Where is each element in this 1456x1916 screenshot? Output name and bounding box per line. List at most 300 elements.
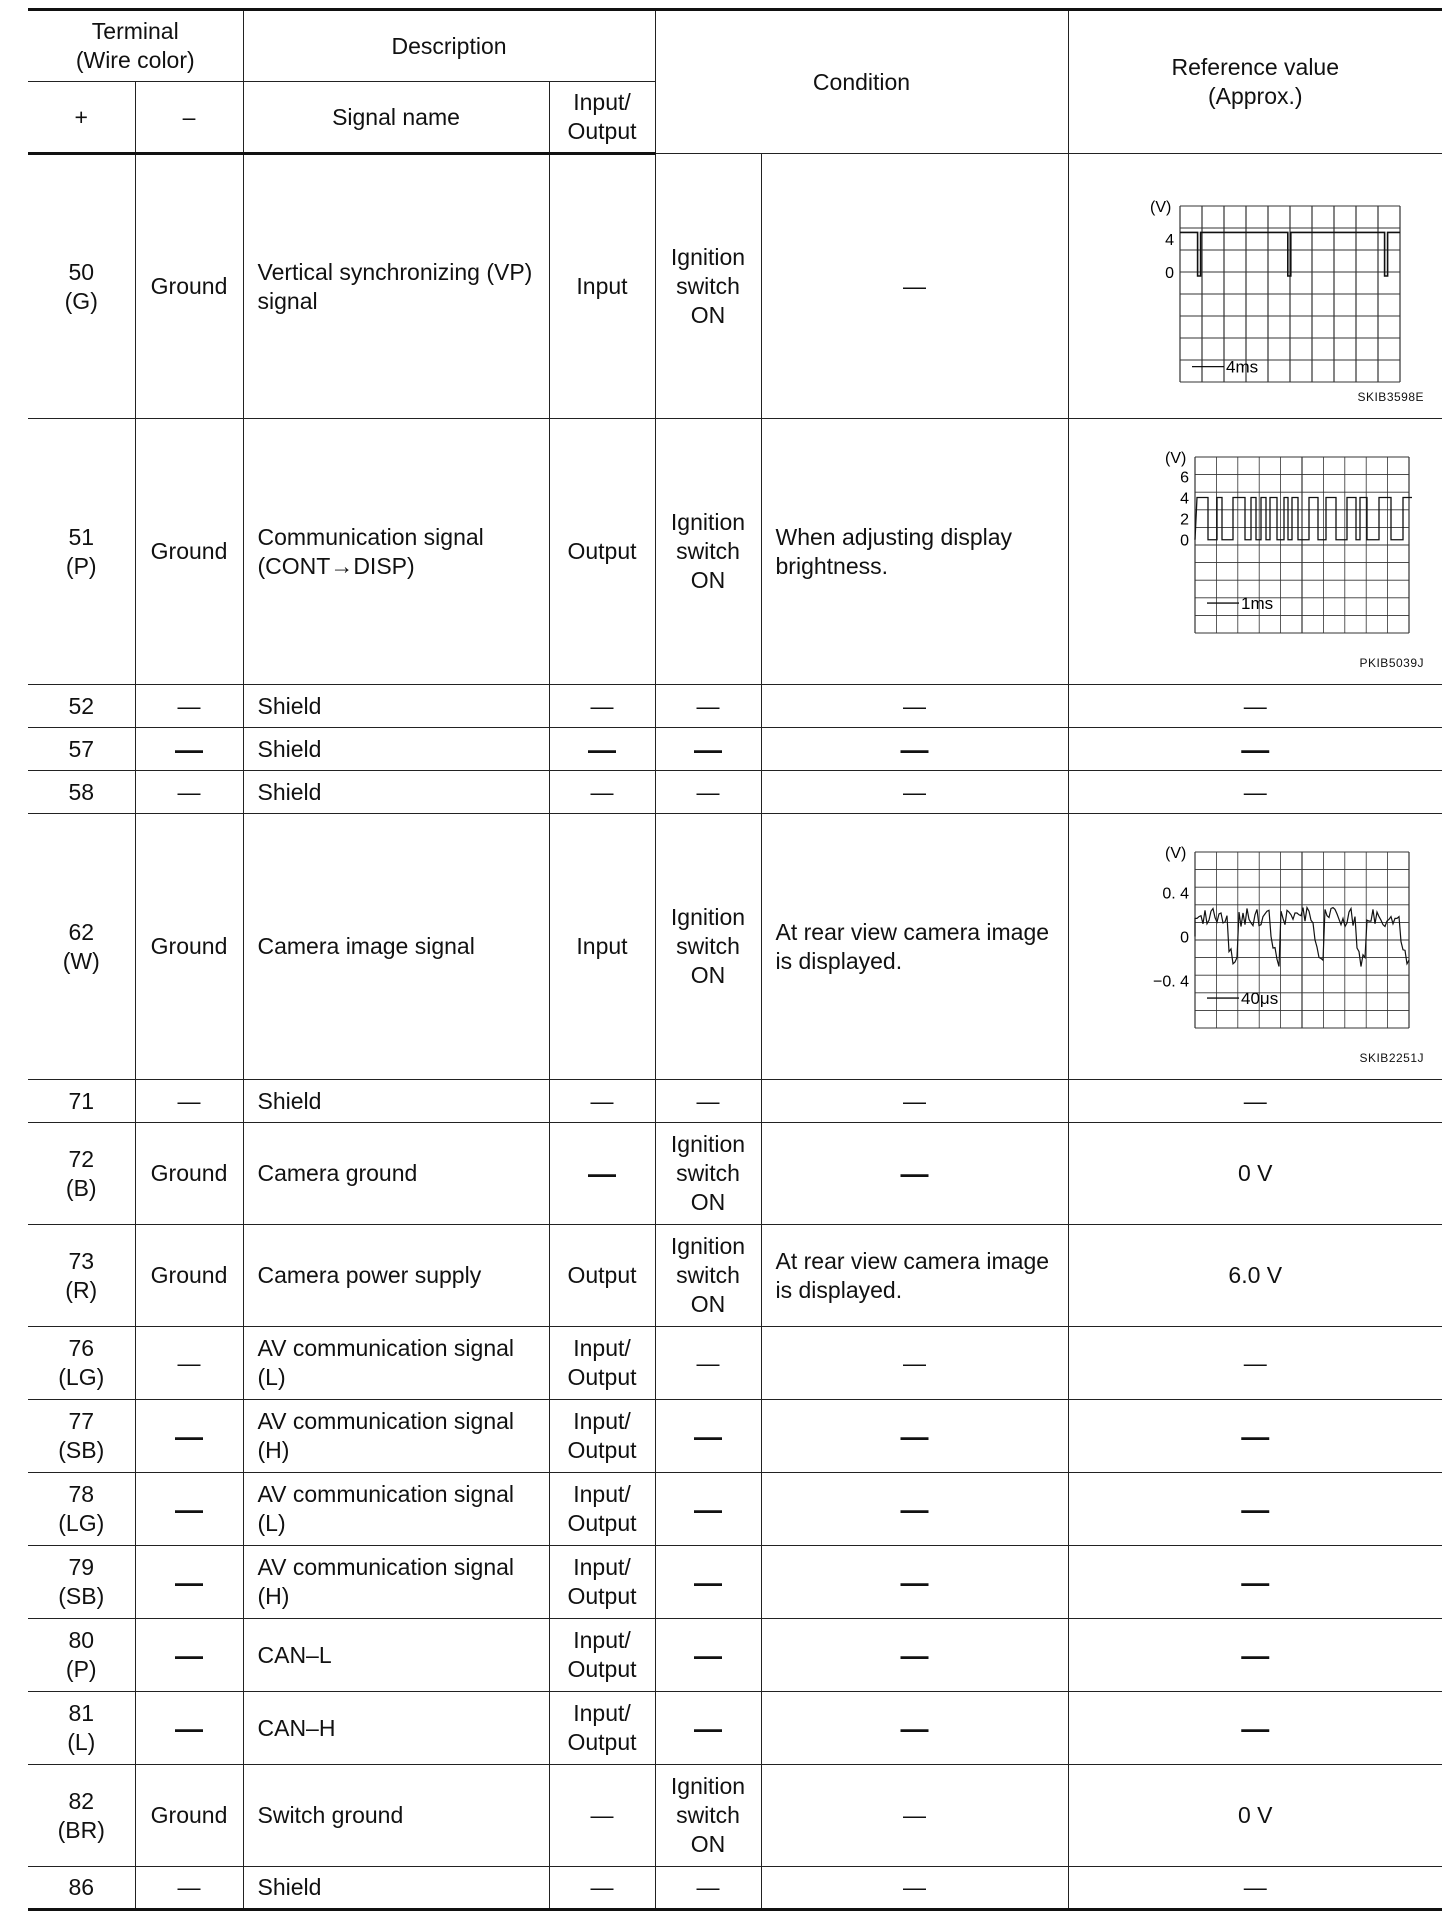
wire-color: (LG) [58,1510,105,1536]
condition-switch-cell [655,154,761,419]
condition-detail-cell [761,1619,1068,1692]
signal-name-cell [243,1546,549,1619]
terminal-number: 86 [68,1874,95,1900]
terminal-plus-cell [28,1327,135,1400]
reference-value-cell [1068,1867,1442,1910]
condition-detail-cell [761,814,1068,1080]
signal-name-line: (L) [257,1510,286,1536]
terminal-number: 73 [68,1247,95,1274]
reference-value-cell [1068,1619,1442,1692]
terminal-minus-cell: — [135,1546,243,1619]
condition-switch-line: Ignition [670,1233,746,1259]
waveform-svg [1085,176,1425,396]
reference-value-cell [1068,1327,1442,1400]
terminal-minus-cell: — [135,1327,243,1400]
table-row [28,1400,1442,1473]
wire-color: (W) [62,947,100,974]
input-output-cell [549,771,655,814]
condition-switch-line: — [696,692,720,719]
wave-tick-label: 4 [1180,489,1190,507]
input-output-cell [549,1765,655,1867]
condition-switch-line: switch [676,1262,740,1288]
reference-value: — [1241,1639,1270,1671]
condition-switch-line: switch [676,1802,740,1828]
signal-name-line: (H) [257,1437,290,1463]
signal-name-cell [243,1400,549,1473]
input-output-line: Input/ [573,1408,631,1434]
terminal-number: 82 [68,1787,95,1814]
input-output-cell [549,1619,655,1692]
terminal-plus-cell [28,1619,135,1692]
input-output-cell [549,419,655,685]
header-condition: Condition [655,10,1068,154]
input-output-line: Input/ [573,1554,631,1580]
reference-value: 0 V [1238,1160,1273,1186]
wave-time-label: 40μs [1241,988,1279,1008]
terminal-minus-cell: Ground [135,154,243,419]
reference-value: — [1241,1712,1270,1744]
terminal-minus-cell: — [135,1080,243,1123]
signal-name-line: Shield [257,1087,322,1114]
signal-name-cell [243,154,549,419]
wave-tick-label: 2 [1180,511,1190,529]
waveform-wave2 [1069,442,1443,662]
input-output-cell [549,1692,655,1765]
signal-name-cell [243,1123,549,1225]
condition-detail-line: — [900,1712,929,1744]
terminal-number: 52 [68,692,95,719]
condition-switch-line: — [696,1349,720,1376]
header-io-line-1: Input/ [573,89,631,115]
reference-value-cell [1068,685,1442,728]
reference-value: — [1241,1566,1270,1598]
table-row [28,771,1442,814]
reference-value: — [1241,1420,1270,1452]
condition-switch-line: switch [676,538,740,564]
table-row [28,1867,1442,1910]
table-row [28,685,1442,728]
terminal-minus-cell: Ground [135,1765,243,1867]
condition-switch-cell [655,1546,761,1619]
reference-value-cell [1068,1080,1442,1123]
terminal-plus-cell [28,685,135,728]
terminal-number: 62 [68,918,95,945]
condition-switch-line: ON [690,1189,726,1215]
wave-tick-label: 4 [1165,232,1175,249]
wire-color: (SB) [58,1437,105,1463]
input-output-line: Input/ [573,1481,631,1507]
input-output-line: — [590,778,614,805]
condition-detail-cell [761,1400,1068,1473]
wave-time-label: 1ms [1241,593,1274,613]
reference-value-cell [1068,1765,1442,1867]
terminal-minus-cell: — [135,1692,243,1765]
condition-switch-line: switch [676,933,740,959]
reference-value: — [1243,692,1267,719]
condition-detail-cell [761,685,1068,728]
signal-name-cell [243,419,549,685]
terminal-plus-cell [28,1080,135,1123]
wave-tick-label: −0. 4 [1153,972,1190,990]
table-row [28,1123,1442,1225]
signal-name-cell [243,728,549,771]
terminal-plus-cell [28,154,135,419]
terminal-table [28,8,1442,1911]
terminal-plus-cell [28,1225,135,1327]
condition-detail-line: — [900,733,929,765]
condition-switch-cell [655,685,761,728]
input-output-line: Input [576,933,628,959]
condition-switch-cell [655,1473,761,1546]
waveform-wave3 [1069,837,1443,1057]
condition-detail-cell [761,1765,1068,1867]
wire-color: (SB) [58,1583,105,1609]
input-output-line: — [588,1158,616,1189]
input-output-cell [549,1400,655,1473]
wave-trace [1180,232,1400,276]
terminal-number: 77 [68,1408,95,1434]
header-signal-name: Signal name [243,82,549,154]
condition-switch-cell [655,771,761,814]
condition-detail-line: — [903,692,927,719]
condition-switch-cell [655,1692,761,1765]
condition-detail-cell [761,1080,1068,1123]
input-output-line: Output [567,1729,637,1755]
reference-value-cell [1068,1225,1442,1327]
waveform-svg [1085,837,1425,1057]
condition-detail-cell [761,1867,1068,1910]
header-terminal-label: Terminal [91,18,179,44]
condition-detail-line: At rear view camera image [775,918,1050,945]
signal-name-line: Shield [257,778,322,805]
wave-tick-label: 0 [1165,265,1175,282]
condition-detail-line: — [900,1493,929,1525]
terminal-plus-cell [28,1867,135,1910]
input-output-line: Output [567,1262,637,1288]
terminal-plus-cell [28,1765,135,1867]
condition-detail-line: — [903,778,927,805]
terminal-plus-cell [28,771,135,814]
wave-unit-label: (V) [1165,449,1187,467]
signal-name-line: Camera image signal [257,933,475,959]
wave-figure-code: SKIB3598E [1357,390,1425,404]
input-output-line: — [590,1087,614,1114]
signal-name-cell [243,1619,549,1692]
signal-name-line: Vertical synchronizing (VP) [257,258,533,285]
header-minus: – [135,82,243,154]
table-row [28,1473,1442,1546]
condition-detail-cell [761,419,1068,685]
condition-detail-line: is displayed. [775,1276,903,1303]
signal-name-line: AV communication signal [257,1481,515,1507]
wire-color: (R) [65,1276,98,1303]
signal-name-line: signal [257,287,318,314]
condition-switch-line: — [694,1712,723,1744]
condition-detail-cell [761,1546,1068,1619]
condition-detail-line: When adjusting display [775,523,1013,550]
terminal-minus-cell: — [135,1473,243,1546]
wire-color: (P) [65,552,97,579]
reference-value-cell [1068,1123,1442,1225]
reference-value-cell [1068,1400,1442,1473]
wave-tick-label: 0. 4 [1162,884,1190,902]
condition-switch-line: — [696,1087,720,1114]
signal-name-cell [243,1692,549,1765]
signal-name-line: Communication signal [257,523,484,550]
signal-name-cell [243,1225,549,1327]
condition-detail-cell [761,1473,1068,1546]
wave-figure-code: SKIB2251J [1359,1051,1425,1065]
signal-name-line: AV communication signal [257,1554,515,1580]
table-row [28,154,1442,419]
condition-switch-line: ON [690,301,726,328]
table-body [28,154,1442,1910]
condition-switch-line: — [694,1493,723,1525]
reference-value-cell [1068,814,1442,1080]
condition-switch-cell [655,728,761,771]
reference-value: 0 V [1238,1802,1273,1828]
input-output-cell [549,1080,655,1123]
condition-switch-cell [655,1327,761,1400]
signal-name-cell [243,1867,549,1910]
table-row [28,1692,1442,1765]
input-output-line: — [590,1802,614,1828]
table-row [28,1327,1442,1400]
wave-tick-label: 6 [1180,468,1190,486]
wire-color: (LG) [58,1364,105,1390]
condition-detail-cell [761,154,1068,419]
condition-switch-cell [655,1225,761,1327]
terminal-number: 58 [68,778,95,805]
terminal-reference-table-sheet [28,8,1442,1911]
terminal-plus-cell [28,1473,135,1546]
terminal-number: 81 [68,1700,95,1726]
reference-value: — [1243,1349,1267,1376]
condition-detail-line: — [903,1349,927,1376]
condition-detail-line: — [900,1639,929,1671]
condition-switch-cell [655,814,761,1080]
wire-color: (P) [65,1656,97,1682]
header-terminal [28,10,243,82]
condition-detail-cell [761,1692,1068,1765]
reference-value-cell [1068,1692,1442,1765]
waveform-svg [1085,442,1425,662]
wire-color: (B) [65,1174,97,1201]
reference-value: — [1243,1087,1267,1114]
condition-detail-line: is displayed. [775,947,903,974]
signal-name-cell [243,814,549,1080]
condition-switch-line: Ignition [670,1131,746,1157]
condition-detail-cell [761,1123,1068,1225]
signal-name-line: CAN–L [257,1641,332,1668]
wave-unit-label: (V) [1150,199,1172,216]
condition-switch-cell [655,1619,761,1692]
signal-name-line: (H) [257,1583,290,1609]
input-output-line: Output [567,1364,637,1390]
signal-name-cell [243,685,549,728]
terminal-plus-cell [28,1692,135,1765]
input-output-line: Output [567,1656,637,1682]
terminal-number: 57 [68,735,95,762]
input-output-cell [549,1473,655,1546]
table-row [28,814,1442,1080]
input-output-line: Output [567,1583,637,1609]
input-output-line: Input [576,273,628,299]
wave-tick-label: 0 [1180,532,1190,550]
condition-switch-line: — [694,1566,723,1598]
condition-switch-line: — [694,733,723,765]
terminal-plus-cell [28,814,135,1080]
input-output-line: — [590,1874,614,1900]
wave-tick-label: 0 [1180,928,1190,946]
condition-detail-line: — [903,1087,927,1114]
signal-name-line: CAN–H [257,1714,336,1741]
condition-detail-line: — [903,1874,927,1900]
signal-name-cell [243,1765,549,1867]
condition-switch-cell [655,419,761,685]
terminal-number: 71 [68,1087,95,1114]
reference-value: 6.0 V [1228,1262,1283,1288]
terminal-plus-cell [28,1123,135,1225]
header-io-line-2: Output [567,118,637,144]
reference-value-cell [1068,1473,1442,1546]
signal-name-line: Shield [257,692,322,719]
signal-name-line: Camera power supply [257,1262,482,1288]
terminal-number: 51 [68,523,95,550]
terminal-minus-cell: — [135,728,243,771]
terminal-plus-cell [28,728,135,771]
header-approx-label: (Approx.) [1207,83,1303,109]
input-output-cell [549,685,655,728]
signal-name-cell [243,1473,549,1546]
header-wire-color-label: (Wire color) [75,47,195,73]
reference-value-cell [1068,728,1442,771]
terminal-minus-cell: — [135,685,243,728]
condition-switch-line: ON [690,1291,726,1317]
condition-detail-cell [761,728,1068,771]
signal-name-line: Switch ground [257,1802,404,1828]
signal-name-cell [243,1327,549,1400]
signal-name-cell [243,1080,549,1123]
terminal-minus-cell: — [135,1867,243,1910]
condition-detail-line: brightness. [775,552,889,579]
terminal-number: 50 [68,258,95,285]
condition-switch-line: ON [690,1831,726,1857]
terminal-plus-cell [28,419,135,685]
condition-switch-cell [655,1123,761,1225]
reference-value: — [1243,778,1267,805]
terminal-minus-cell: Ground [135,419,243,685]
signal-name-line: Camera ground [257,1160,418,1186]
condition-switch-line: switch [676,1160,740,1186]
input-output-line: Input/ [573,1700,631,1726]
signal-name-cell [243,771,549,814]
input-output-line: — [590,692,614,719]
condition-switch-line: Ignition [670,1773,746,1799]
signal-name-line: (L) [257,1364,286,1390]
table-row [28,1225,1442,1327]
condition-switch-line: — [694,1420,723,1452]
header-input-output [549,82,655,154]
header-reference [1068,10,1442,154]
condition-detail-cell [761,1327,1068,1400]
condition-switch-line: switch [676,272,740,299]
wire-color: (L) [67,1729,96,1755]
condition-detail-line: — [900,1566,929,1598]
terminal-number: 80 [68,1627,95,1653]
input-output-line: — [588,733,616,765]
table-row [28,728,1442,771]
terminal-number: 79 [68,1554,95,1580]
condition-detail-cell [761,1225,1068,1327]
signal-name-line: AV communication signal [257,1335,515,1361]
reference-value-cell [1068,419,1442,685]
condition-detail-cell [761,771,1068,814]
condition-switch-line: — [696,778,720,805]
header-reference-label: Reference value [1171,54,1340,80]
waveform-wave1 [1069,176,1443,396]
condition-detail-line: At rear view camera image [775,1247,1050,1274]
condition-switch-cell [655,1400,761,1473]
terminal-number: 72 [68,1145,95,1172]
input-output-line: Output [567,1437,637,1463]
input-output-line: Input/ [573,1335,631,1361]
terminal-minus-cell: Ground [135,1123,243,1225]
input-output-line: Input/ [573,1627,631,1653]
wire-color: (G) [64,287,98,314]
wave-time-label: 4ms [1226,357,1259,377]
signal-name-line: AV communication signal [257,1408,515,1434]
condition-switch-line: Ignition [670,243,746,270]
wire-color: (BR) [57,1816,105,1843]
condition-detail-line: — [900,1420,929,1452]
condition-switch-cell [655,1080,761,1123]
input-output-cell [549,1327,655,1400]
input-output-cell [549,1225,655,1327]
wave-unit-label: (V) [1165,844,1187,862]
condition-switch-cell [655,1867,761,1910]
signal-name-line: (CONT→DISP) [257,552,415,579]
condition-switch-line: — [696,1874,720,1900]
table-row [28,1080,1442,1123]
reference-value-cell [1068,1546,1442,1619]
signal-name-line: Shield [257,735,322,762]
reference-value: — [1241,1493,1270,1525]
condition-detail-line: — [903,272,927,299]
reference-value-cell [1068,771,1442,814]
condition-switch-line: ON [690,962,726,988]
input-output-cell [549,814,655,1080]
terminal-minus-cell: Ground [135,1225,243,1327]
table-row [28,1546,1442,1619]
signal-name-line: Shield [257,1874,322,1900]
terminal-number: 76 [68,1335,95,1361]
header-plus: + [28,82,135,154]
condition-switch-line: ON [690,567,726,593]
wave-figure-code: PKIB5039J [1359,656,1425,670]
terminal-minus-cell: — [135,1619,243,1692]
condition-switch-line: — [694,1639,723,1671]
condition-switch-line: Ignition [670,509,746,535]
terminal-minus-cell: Ground [135,814,243,1080]
condition-detail-line: — [900,1158,929,1189]
terminal-minus-cell: — [135,771,243,814]
input-output-cell [549,728,655,771]
wave-trace [1195,497,1412,539]
condition-detail-line: — [903,1802,927,1828]
header-description: Description [243,10,655,82]
terminal-number: 78 [68,1481,95,1507]
